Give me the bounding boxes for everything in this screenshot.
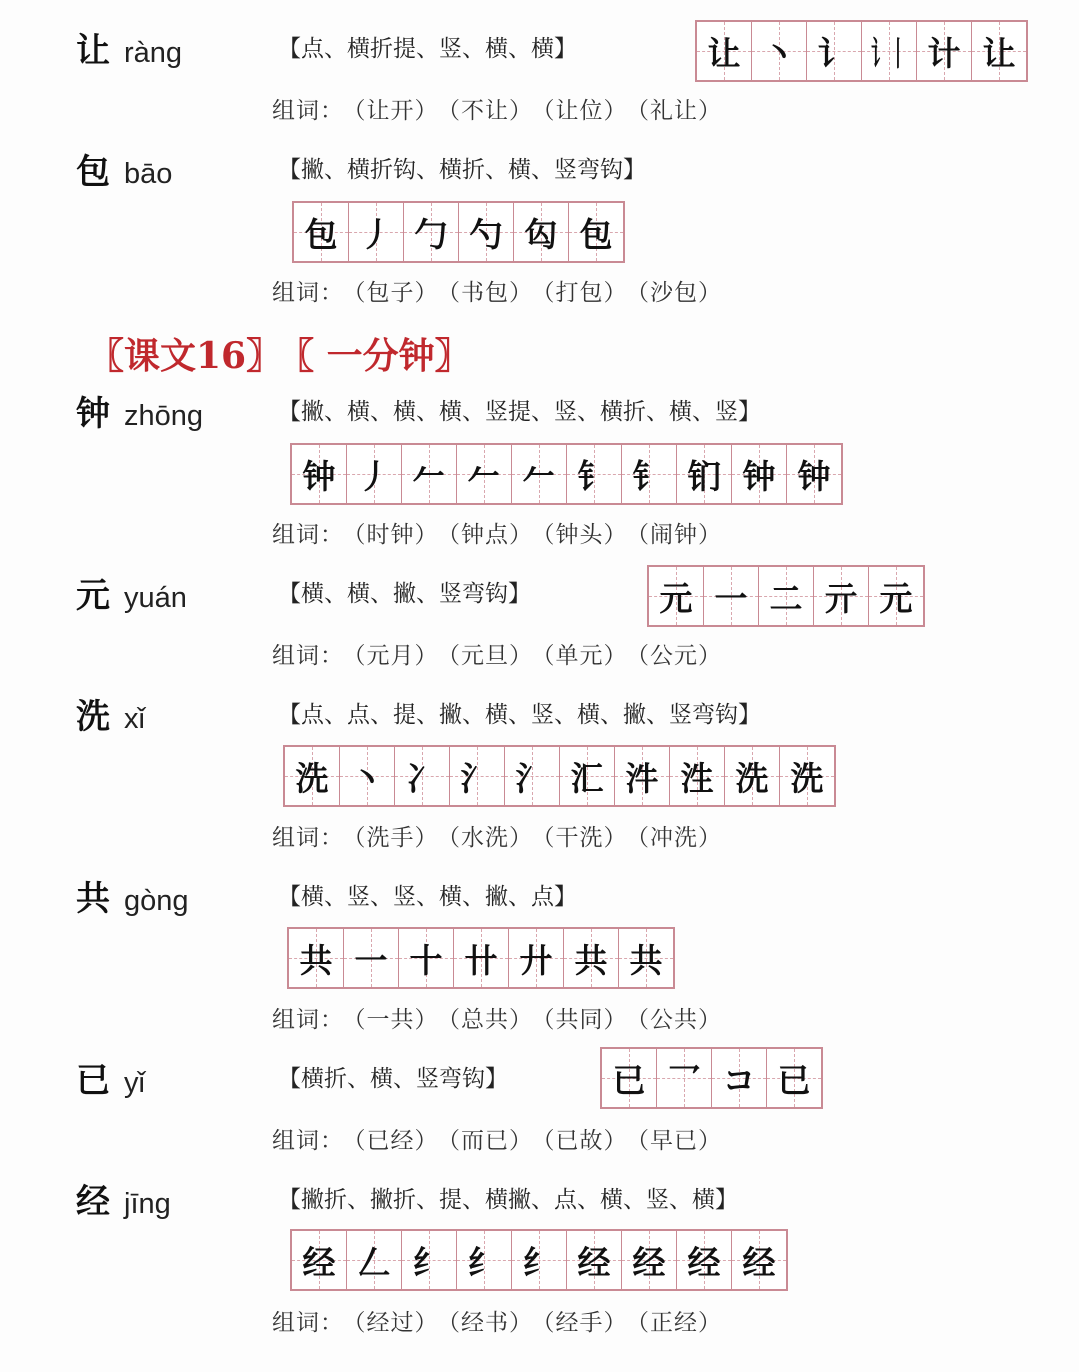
stroke-step: 已 <box>777 1060 811 1100</box>
stroke-step: 一 <box>714 578 748 618</box>
stroke-step: 汼 <box>625 758 659 798</box>
word: （经过） <box>354 1310 439 1336</box>
stroke-step: 丿 <box>359 214 393 254</box>
stroke-step-cell <box>459 203 514 261</box>
stroke-order-grid <box>292 201 625 263</box>
stroke-step: 一 <box>354 940 388 980</box>
word: （已故） <box>543 1128 628 1154</box>
stroke-step-cell <box>292 445 347 503</box>
stroke-step: 洗 <box>790 758 824 798</box>
words-label: 组词： <box>272 825 344 851</box>
stroke-step-cell <box>814 567 869 625</box>
stroke-step: 勺 <box>469 214 503 254</box>
hanzi: 钟 <box>76 394 110 434</box>
stroke-order-grid <box>283 745 836 807</box>
stroke-step-cell <box>567 1231 622 1289</box>
stroke-step-cell <box>807 22 862 80</box>
stroke-step: 钟 <box>797 456 831 496</box>
stroke-step-cell <box>704 567 759 625</box>
word: （总共） <box>448 1007 533 1033</box>
stroke-step: 元 <box>659 578 693 618</box>
word: （正经） <box>637 1310 722 1336</box>
pinyin: ràng <box>124 37 183 69</box>
stroke-step-cell <box>787 445 841 503</box>
words-label: 组词： <box>272 1007 344 1033</box>
word: （早已） <box>637 1128 722 1154</box>
stroke-order-grid <box>290 1229 788 1291</box>
word: （元旦） <box>448 643 533 669</box>
stroke-step: 经 <box>687 1242 721 1282</box>
stroke-step-cell <box>450 747 505 805</box>
stroke-step-cell <box>340 747 395 805</box>
stroke-step: 勹 <box>414 214 448 254</box>
hanzi: 经 <box>76 1182 110 1222</box>
pinyin: zhōng <box>124 400 204 432</box>
stroke-step: 让 <box>982 33 1016 73</box>
stroke-step: 经 <box>632 1242 666 1282</box>
stroke-order-grid <box>290 443 843 505</box>
stroke-step: 纟 <box>467 1242 501 1282</box>
word-group <box>272 1122 732 1155</box>
stroke-step: 共 <box>574 940 608 980</box>
word: （水洗） <box>448 825 533 851</box>
stroke-step: 二 <box>769 578 803 618</box>
stroke-step-cell <box>399 929 454 987</box>
character-heading <box>76 1174 171 1223</box>
stroke-step: コ <box>722 1060 756 1100</box>
word: （冲洗） <box>637 825 722 851</box>
words-label: 组词： <box>272 1310 344 1336</box>
words-label: 组词： <box>272 522 344 548</box>
stroke-step-cell <box>512 445 567 503</box>
stroke-step: 钟 <box>302 456 336 496</box>
stroke-step: 卄 <box>464 940 498 980</box>
stroke-step: 经 <box>577 1242 611 1282</box>
stroke-step: 讠 <box>817 33 851 73</box>
stroke-step: 𠂉 <box>412 456 446 496</box>
stroke-step: 匃 <box>524 214 558 254</box>
hanzi: 已 <box>76 1061 110 1101</box>
stroke-step: 钔 <box>687 456 721 496</box>
stroke-step-cell <box>602 1049 657 1107</box>
stroke-step-cell <box>752 22 807 80</box>
stroke-step: 包 <box>579 214 613 254</box>
word: （干洗） <box>543 825 628 851</box>
word: （共同） <box>543 1007 628 1033</box>
stroke-step-cell <box>402 445 457 503</box>
stroke-step: 丶 <box>762 33 796 73</box>
character-heading <box>76 871 189 920</box>
stroke-step-cell <box>567 445 622 503</box>
hanzi: 元 <box>76 576 110 616</box>
stroke-step-cell <box>344 929 399 987</box>
stroke-step: 𠂉 <box>467 456 501 496</box>
stroke-step-cell <box>285 747 340 805</box>
stroke-names: 【横折、横、竖弯钩】 <box>278 1066 508 1092</box>
stroke-names: 【横、横、撇、竖弯钩】 <box>278 581 531 607</box>
stroke-step-cell <box>347 1231 402 1289</box>
stroke-step-cell <box>294 203 349 261</box>
lesson-heading <box>88 328 471 379</box>
pinyin: jīng <box>124 1188 171 1220</box>
stroke-step-cell <box>395 747 450 805</box>
stroke-step-cell <box>457 1231 512 1289</box>
hanzi: 共 <box>76 879 110 919</box>
stroke-step-cell <box>564 929 619 987</box>
stroke-step: 十 <box>409 940 443 980</box>
stroke-step: 丿 <box>357 456 391 496</box>
stroke-step: 钟 <box>742 456 776 496</box>
word: （让位） <box>543 98 628 124</box>
word: （打包） <box>543 280 628 306</box>
stroke-step: 钅 <box>632 456 666 496</box>
stroke-step-cell <box>972 22 1026 80</box>
character-heading <box>76 23 182 72</box>
stroke-step-cell <box>402 1231 457 1289</box>
stroke-step-cell <box>732 1231 786 1289</box>
lesson-number: 〖课文16〗 <box>88 335 283 377</box>
stroke-step: 丶 <box>350 758 384 798</box>
stroke-step-cell <box>512 1231 567 1289</box>
stroke-step-cell <box>292 1231 347 1289</box>
pinyin: bāo <box>124 158 173 190</box>
stroke-order-grid <box>287 927 675 989</box>
stroke-step: 元 <box>879 578 913 618</box>
stroke-step: 氵 <box>515 758 549 798</box>
word-group <box>272 819 732 852</box>
pinyin: yuán <box>124 582 187 614</box>
stroke-step: 让 <box>707 33 741 73</box>
stroke-step-cell <box>759 567 814 625</box>
stroke-step-cell <box>560 747 615 805</box>
stroke-names: 【撇、横折钩、横折、横、竖弯钩】 <box>278 157 646 183</box>
stroke-step-cell <box>622 1231 677 1289</box>
word: （钟点） <box>448 522 533 548</box>
stroke-step-cell <box>454 929 509 987</box>
stroke-order-grid <box>695 20 1028 82</box>
stroke-step-cell <box>509 929 564 987</box>
stroke-step-cell <box>732 445 787 503</box>
stroke-step-cell <box>347 445 402 503</box>
stroke-step: 纟 <box>522 1242 556 1282</box>
word: （沙包） <box>637 280 722 306</box>
stroke-step-cell <box>457 445 512 503</box>
hanzi: 让 <box>76 31 110 71</box>
stroke-step: 经 <box>302 1242 336 1282</box>
word: （让开） <box>354 98 439 124</box>
stroke-step-cell <box>505 747 560 805</box>
stroke-step-cell <box>712 1049 767 1107</box>
stroke-step: 计 <box>927 33 961 73</box>
character-heading <box>76 689 145 738</box>
stroke-step-cell <box>657 1049 712 1107</box>
stroke-step-cell <box>862 22 917 80</box>
words-label: 组词： <box>272 98 344 124</box>
stroke-step: 汇 <box>570 758 604 798</box>
stroke-step-cell <box>869 567 923 625</box>
stroke-step: 纟 <box>412 1242 446 1282</box>
stroke-names: 【点、横折提、竖、横、横】 <box>278 36 577 62</box>
word: （已经） <box>354 1128 439 1154</box>
stroke-step: 洗 <box>295 758 329 798</box>
stroke-step: 氵 <box>460 758 494 798</box>
stroke-names: 【点、点、提、撇、横、竖、横、撇、竖弯钩】 <box>278 702 761 728</box>
stroke-step-cell <box>725 747 780 805</box>
word: （时钟） <box>354 522 439 548</box>
word: （公元） <box>637 643 722 669</box>
stroke-step: 亓 <box>824 578 858 618</box>
stroke-step-cell <box>615 747 670 805</box>
word: （经书） <box>448 1310 533 1336</box>
stroke-names: 【撇折、撇折、提、横撇、点、横、竖、横】 <box>278 1187 738 1213</box>
character-heading <box>76 386 203 435</box>
word: （一共） <box>354 1007 439 1033</box>
word-group <box>272 637 732 670</box>
stroke-step: 讠丨 <box>870 33 908 73</box>
stroke-step: 廾 <box>519 940 553 980</box>
word-group <box>272 92 732 125</box>
character-heading <box>76 568 187 617</box>
stroke-step: 冫 <box>405 758 439 798</box>
stroke-step: 𠃋 <box>357 1242 391 1282</box>
word: （洗手） <box>354 825 439 851</box>
stroke-step-cell <box>697 22 752 80</box>
word-group <box>272 274 732 307</box>
pinyin: gòng <box>124 885 189 917</box>
stroke-step-cell <box>404 203 459 261</box>
character-heading <box>76 144 172 193</box>
stroke-step-cell <box>767 1049 821 1107</box>
stroke-step-cell <box>649 567 704 625</box>
words-label: 组词： <box>272 643 344 669</box>
stroke-step-cell <box>780 747 834 805</box>
stroke-step: 泩 <box>680 758 714 798</box>
word: （元月） <box>354 643 439 669</box>
stroke-step: 包 <box>304 214 338 254</box>
character-heading <box>76 1053 145 1102</box>
stroke-step: 𠂉 <box>522 456 556 496</box>
stroke-step: 钅 <box>577 456 611 496</box>
word-group <box>272 1304 732 1337</box>
word: （不让） <box>448 98 533 124</box>
stroke-step: 已 <box>612 1060 646 1100</box>
stroke-order-grid <box>600 1047 823 1109</box>
stroke-names: 【撇、横、横、横、竖提、竖、横折、横、竖】 <box>278 399 761 425</box>
stroke-names: 【横、竖、竖、横、撇、点】 <box>278 884 577 910</box>
words-label: 组词： <box>272 280 344 306</box>
stroke-step-cell <box>349 203 404 261</box>
stroke-step-cell <box>569 203 623 261</box>
words-label: 组词： <box>272 1128 344 1154</box>
stroke-step-cell <box>677 1231 732 1289</box>
pinyin: xǐ <box>124 703 145 735</box>
stroke-step-cell <box>677 445 732 503</box>
word-group <box>272 516 732 549</box>
hanzi: 包 <box>76 152 110 192</box>
stroke-step: 共 <box>629 940 663 980</box>
stroke-order-grid <box>647 565 925 627</box>
word-group <box>272 1001 732 1034</box>
word: （钟头） <box>543 522 628 548</box>
word: （包子） <box>354 280 439 306</box>
stroke-step-cell <box>670 747 725 805</box>
stroke-step: 共 <box>299 940 333 980</box>
word: （而已） <box>448 1128 533 1154</box>
stroke-step-cell <box>917 22 972 80</box>
stroke-step: 乛 <box>667 1060 701 1100</box>
word: （经手） <box>543 1310 628 1336</box>
word: （闹钟） <box>637 522 722 548</box>
lesson-title: 〖 一分钟〗 <box>296 335 471 377</box>
stroke-step-cell <box>622 445 677 503</box>
stroke-step-cell <box>514 203 569 261</box>
stroke-step: 洗 <box>735 758 769 798</box>
word: （公共） <box>637 1007 722 1033</box>
pinyin: yǐ <box>124 1067 145 1099</box>
word: （书包） <box>448 280 533 306</box>
word: （礼让） <box>637 98 722 124</box>
stroke-step: 经 <box>742 1242 776 1282</box>
stroke-step-cell <box>619 929 673 987</box>
word: （单元） <box>543 643 628 669</box>
stroke-step-cell <box>289 929 344 987</box>
hanzi: 洗 <box>76 697 110 737</box>
